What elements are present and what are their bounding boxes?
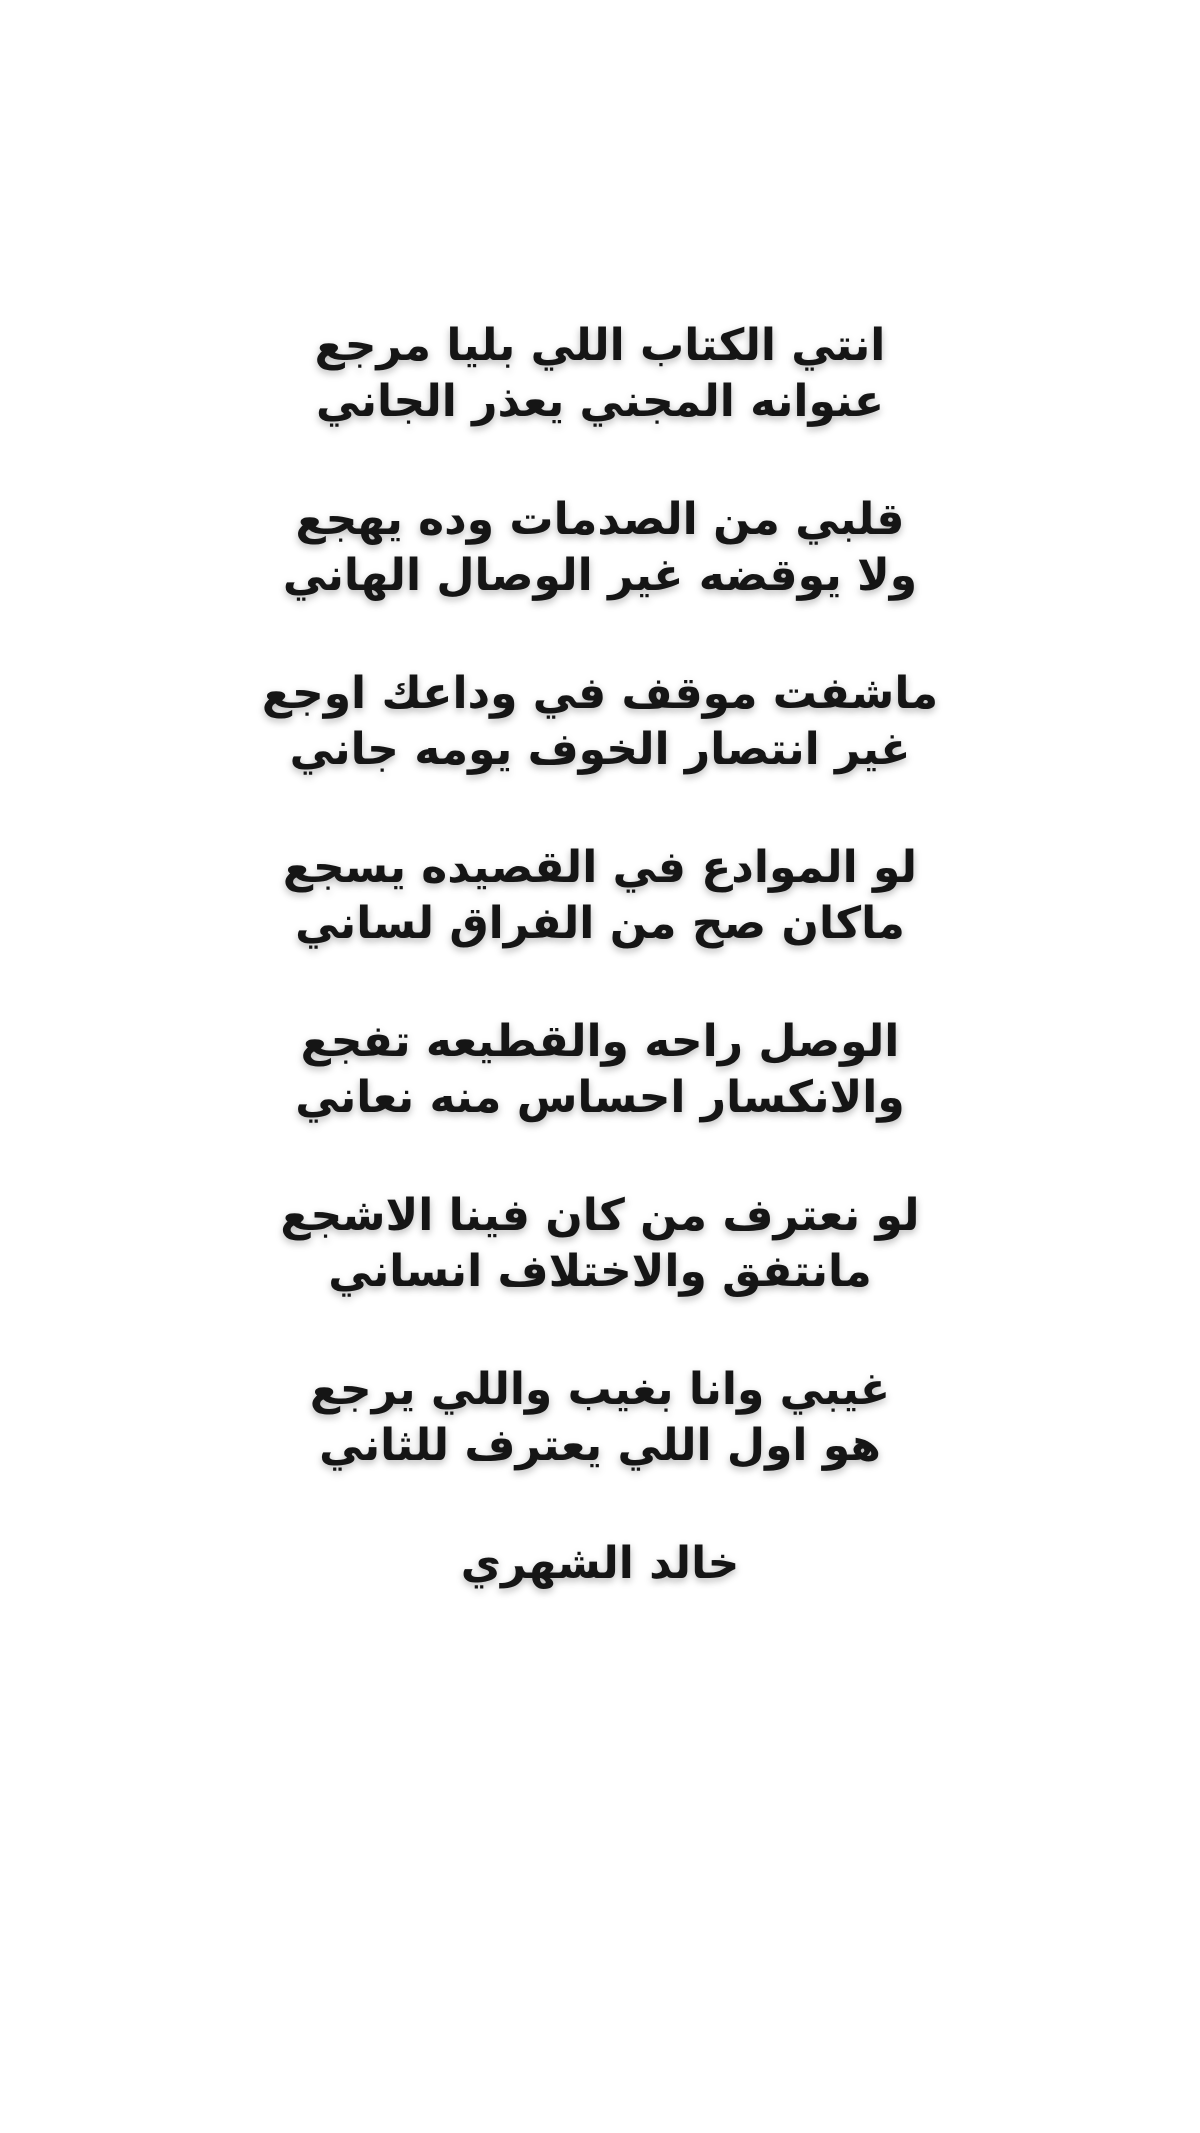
verse-line: غير انتصار الخوف يومه جاني <box>289 724 911 775</box>
stanza-7 <box>0 1362 1200 1474</box>
verse-line: ماشفت موقف في وداعك اوجع <box>261 668 939 719</box>
verse-line: والانكسار احساس منه نعاني <box>295 1072 905 1123</box>
author-name: خالد الشهري <box>460 1538 740 1589</box>
verse-line: ماكان صح من الفراق لساني <box>295 898 905 949</box>
verse-line: الوصل راحه والقطيعه تفجع <box>300 1016 900 1067</box>
verse-line: لو الموادع في القصيده يسجع <box>282 842 918 893</box>
verse-line: قلبي من الصدمات وده يهجع <box>295 494 905 545</box>
stanza-3 <box>0 666 1200 778</box>
verse-line: ولا يوقضه غير الوصال الهاني <box>282 550 918 601</box>
poem-text <box>0 318 1200 1592</box>
stanza-4 <box>0 840 1200 952</box>
verse-line: لو نعترف من كان فينا الاشجع <box>280 1190 920 1241</box>
verse-line: غيبي وانا بغيب واللي يرجع <box>309 1364 891 1415</box>
stanza-6 <box>0 1188 1200 1300</box>
stanza-2 <box>0 492 1200 604</box>
stanza-5 <box>0 1014 1200 1126</box>
verse-line: مانتفق والاختلاف انساني <box>328 1246 872 1297</box>
verse-line: عنوانه المجني يعذر الجاني <box>315 376 885 427</box>
verse-line: انتي الكتاب اللي بليا مرجع <box>314 320 886 371</box>
verse-line: هو اول اللي يعترف للثاني <box>319 1420 881 1471</box>
stanza-1 <box>0 318 1200 430</box>
